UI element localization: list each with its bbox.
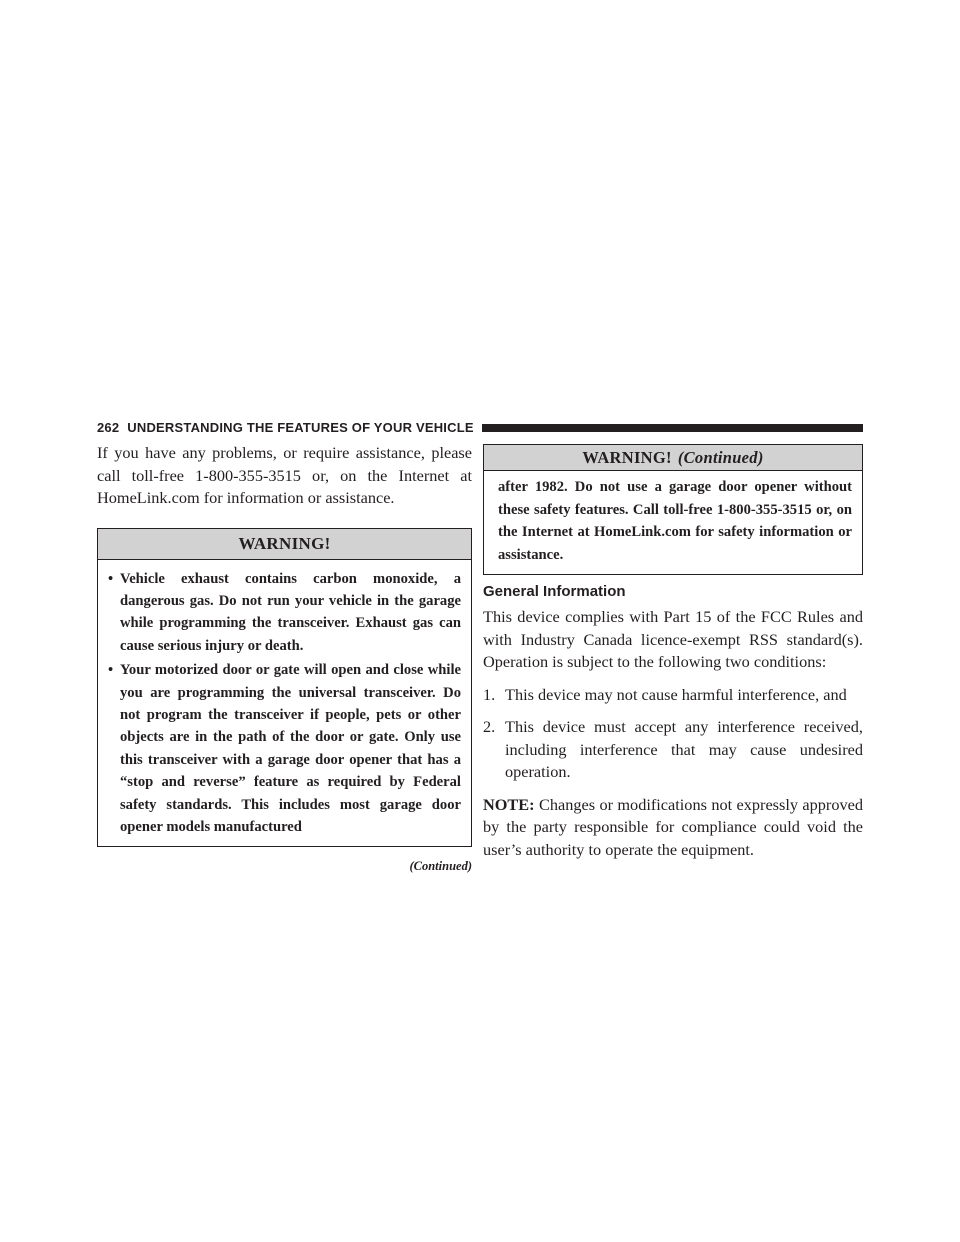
list-text: This device may not cause harmful interference, and (505, 684, 847, 704)
list-item (483, 716, 863, 784)
warning-title: WARNING! (98, 529, 471, 560)
fcc-paragraph: This device complies with Part 15 of the FCC Rules and with Industry Canada licence-exempt RSS standard(s). Operation is subject to the following two conditions: (483, 607, 863, 672)
warning-bullet-text: Your motorized door or gate will open and close while you are programming the universal transceiver. Do not program the transceiver if people, pets or other objects are in the path of the door or gate. Only use this transceiver with a garage door opener that has a “stop and reverse” feature as required by Federal safety standards. This includes most garage door opener models manufactured (120, 662, 461, 835)
list-item (483, 684, 863, 707)
bullet-icon: • (108, 662, 114, 679)
header-rule (482, 424, 863, 432)
continued-mark: (Continued) (409, 859, 472, 874)
warning-box (97, 528, 472, 848)
list-text: This device must accept any interference received, including interference that may cause undesired operation. (505, 717, 863, 782)
list-number: 2. (483, 717, 496, 737)
warning-title-text: WARNING! (582, 448, 672, 467)
warning-body (98, 560, 471, 847)
list-number: 1. (483, 684, 496, 704)
right-column (483, 444, 863, 861)
warning-bullet (108, 568, 461, 658)
warning-bullet (108, 659, 461, 838)
section-subheading: General Information (483, 583, 626, 601)
warning-continued-body: after 1982. Do not use a garage door opener without these safety features. Call toll-free 1-800-355-3515 or, on the Internet at HomeLink.com for safety information or assistance. (498, 479, 852, 563)
note-label: NOTE: (483, 794, 535, 814)
intro-paragraph: If you have any problems, or require assistance, please call toll-free 1-800-355-3515 or, on the Internet at HomeLink.com for information or assistance. (97, 443, 472, 507)
note-paragraph (483, 794, 863, 862)
warning-continued-title (484, 445, 862, 471)
page-header (97, 416, 863, 438)
warning-bullet-text: Vehicle exhaust contains carbon monoxide, a dangerous gas. Do not run your vehicle in the garage while programming the transceiver. Exhaust gas can cause serious injury or death. (120, 570, 461, 654)
page-number: 262 (97, 419, 120, 435)
section-title: UNDERSTANDING THE FEATURES OF YOUR VEHICLE (127, 419, 474, 435)
note-text: Changes or modifications not expressly approved by the party responsible for compliance could void the user’s authority to operate the equipment. (483, 794, 863, 859)
warning-continued-label: (Continued) (677, 448, 764, 467)
left-column (97, 442, 472, 874)
warning-continued-box (483, 444, 863, 575)
bullet-icon: • (108, 570, 114, 587)
